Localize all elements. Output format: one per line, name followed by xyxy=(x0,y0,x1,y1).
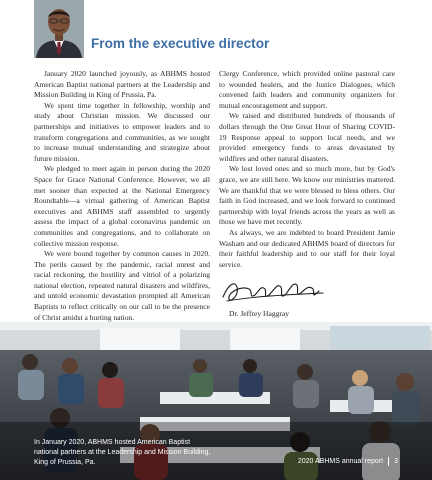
paragraph: We pledged to meet again in person during the 2020 Space for Grace National Conference. However, we all met sooner than expected at the National Emergency Roundtable—a virtual gathering of American Baptist executives and ABHMS staff assembled to urgently assess the impact of a global coronavirus pandemic on communities and congregations, and to collaborate on collective mission response. xyxy=(34,164,210,248)
paragraph: We were bound together by common causes in 2020. The perils caused by the pandemic, racial unrest and racial reckoning, the hostility and vitriol of a polarizing national election, repeated natural disasters and wildfires, and untold economic devastation prompted all American Baptists to reflect critically on our call to be the presence of Christ amidst a hurting nation. xyxy=(34,249,210,322)
page-title: From the executive director xyxy=(91,36,270,51)
paragraph: As always, we are indebted to board President Jamie Washam and our dedicated ABHMS board of directors for their faithful leadership and to our staff for their loyal service. xyxy=(219,227,395,269)
report-label: 2020 ABHMS annual report xyxy=(297,458,384,465)
footer-divider xyxy=(388,457,389,466)
page-number: 3 xyxy=(394,458,398,465)
paragraph: We lost loved ones and so much more, but by God's grace, we are still here. We know our ministries mattered. We are thankful that we were blessed to bless others. Our faith in God increased, and we look forward to continued partnership with loyal friends across the years as well as those we have met recently. xyxy=(219,164,395,227)
right-text-column xyxy=(219,69,395,330)
paragraph: We raised and distributed hundreds of thousands of dollars through the One Great Hour of Sharing COVID-19 Response appeal to support local needs, and we provided emergency funds to areas devastated by wildfires and other natural disasters. xyxy=(219,111,395,163)
portrait-illustration xyxy=(34,0,84,58)
left-text-column xyxy=(34,69,210,344)
signatory-name: Dr. Jeffrey Haggray xyxy=(229,309,290,319)
paragraph: Clergy Conference, which provided online pastoral care to wounded healers, and the Justice Dialogues, which convened faith leaders and community organizers for mutual encouragement and support. xyxy=(219,69,395,110)
executive-director-portrait xyxy=(34,0,84,58)
page-footer xyxy=(298,457,398,466)
signature xyxy=(219,273,395,309)
photo-caption: In January 2020, ABHMS hosted American Baptist national partners at the Leadership and Mission Building, King of Prussia, Pa. xyxy=(34,439,211,466)
paragraph: January 2020 launched joyously, as ABHMS hosted American Baptist national partners at the Leadership and Mission Building in King of Prussia, Pa. xyxy=(34,69,210,100)
handwritten-signature-icon xyxy=(219,273,329,309)
paragraph: We spent time together in fellowship, worship and study about Christian mission. We discussed our partnerships and initiatives to empower leaders and to transform congregations and communities, as we sought to increase mutual understanding and strategize about future mission. xyxy=(34,100,210,163)
